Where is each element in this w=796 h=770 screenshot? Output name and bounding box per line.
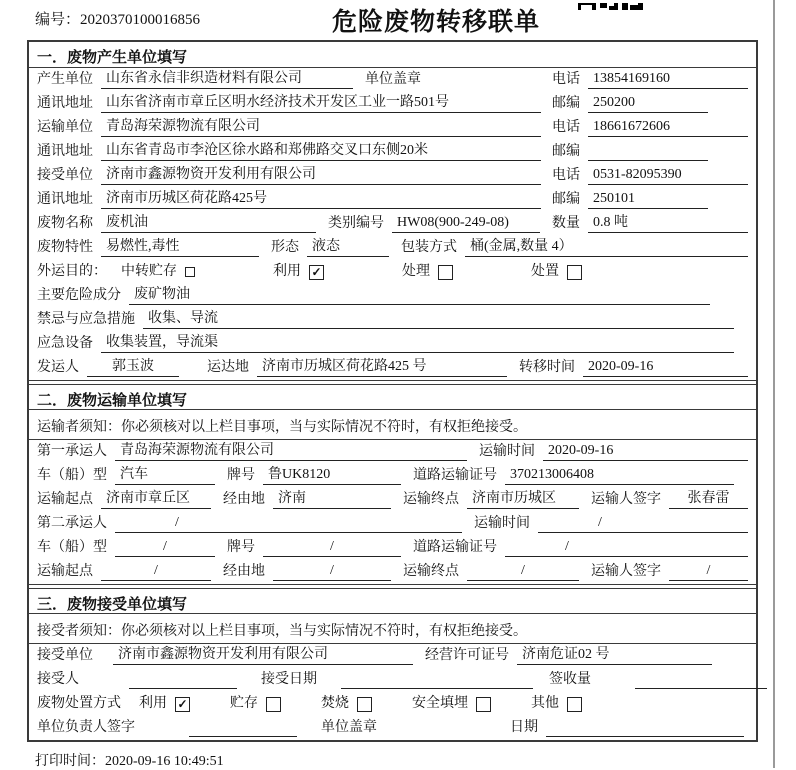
receiver-zip-label: 邮编 <box>552 192 580 207</box>
transporter-unit-row <box>29 116 756 140</box>
receive-date-value <box>341 670 533 689</box>
waste-category-value: HW08(900-249-08) <box>392 214 540 233</box>
checkbox-option <box>412 695 491 713</box>
producer-unit-label: 产生单位 <box>37 72 93 87</box>
checkbox-option <box>273 263 324 281</box>
checkbox-option <box>531 695 582 713</box>
responsible-sign-label: 单位负责人签字 <box>37 720 135 735</box>
waste-character-row <box>29 236 756 260</box>
receiver-person-row <box>29 668 756 692</box>
carrier1-value: 青岛海荣源物流有限公司 <box>115 442 467 461</box>
terminus2-label: 运输终点 <box>403 564 459 579</box>
serial-number-line <box>35 8 200 29</box>
section3-title: 三．废物接受单位填写 <box>29 588 756 614</box>
road-permit1-value: 370213006408 <box>505 466 734 485</box>
transporter-address-label: 通讯地址 <box>37 144 93 159</box>
print-time-line <box>35 750 224 770</box>
waste-form-label: 形态 <box>271 240 299 255</box>
disposal-method-row <box>29 692 756 716</box>
transporter-unit-label: 运输单位 <box>37 120 93 135</box>
transporter-phone-label: 电话 <box>552 120 580 135</box>
transporter-sign1-value: 张春雷 <box>669 490 748 509</box>
responsible-sign-value <box>189 718 297 737</box>
sign-date-value <box>546 718 744 737</box>
transfer-date-label: 转移时间 <box>519 360 575 375</box>
emergency-equipment-label: 应急设备 <box>37 336 93 351</box>
road-permit2-value: / <box>505 538 748 557</box>
vehicle2-row <box>29 536 756 560</box>
checkbox-unchecked[interactable] <box>357 697 372 712</box>
checkbox-option <box>121 263 195 281</box>
transporter-unit-value: 青岛海荣源物流有限公司 <box>101 118 541 137</box>
plate1-label: 牌号 <box>227 468 255 483</box>
transporter-sign2-value: / <box>669 562 748 581</box>
received-quantity-value <box>635 670 767 689</box>
checkbox-option <box>402 263 453 281</box>
checkbox-unchecked[interactable] <box>438 265 453 280</box>
checkbox-option-label: 处理 <box>402 264 430 279</box>
sign-date-label: 日期 <box>510 720 538 735</box>
transport-time1-label: 运输时间 <box>479 444 535 459</box>
vehicle1-type-value: 汽车 <box>115 466 215 485</box>
checkbox-option <box>321 695 372 713</box>
print-time-label: 打印时间： <box>35 754 105 769</box>
receiver-notice: 接受者须知：你必须核对以上栏目事项，当与实际情况不符时，有权拒绝接受。 <box>29 614 756 644</box>
carrier1-label: 第一承运人 <box>37 444 107 459</box>
transporter-address-value: 山东省青岛市李沧区徐水路和郑佛路交叉口东侧20米 <box>101 142 541 161</box>
producer-unit-value: 山东省永信非织造材料有限公司 <box>101 70 353 89</box>
transfer-date-value: 2020-09-16 <box>583 358 748 377</box>
transport-time1-value: 2020-09-16 <box>543 442 748 461</box>
waste-name-label: 废物名称 <box>37 216 93 231</box>
via1-label: 经由地 <box>223 492 265 507</box>
checkbox-option-label: 利用 <box>273 264 301 279</box>
transporter-zip-value <box>588 142 708 161</box>
destination-label: 运达地 <box>207 360 249 375</box>
receiver-address-value: 济南市历城区荷花路425号 <box>101 190 541 209</box>
carrier2-row <box>29 512 756 536</box>
checkbox-option-label: 利用 <box>139 696 167 711</box>
consignor-label: 发运人 <box>37 360 79 375</box>
hazard-component-row <box>29 284 756 308</box>
manifest-form <box>27 40 758 742</box>
receiver-address-row <box>29 188 756 212</box>
producer-unit-row <box>29 68 756 92</box>
via1-value: 济南 <box>273 490 391 509</box>
serial-number: 2020370100016856 <box>80 12 201 28</box>
checkbox-option-label: 贮存 <box>230 696 258 711</box>
transporter-notice: 运输者须知：你必须核对以上栏目事项，当与实际情况不符时，有权拒绝接受。 <box>29 410 756 440</box>
receiver-zip-value: 250101 <box>588 190 708 209</box>
signature-row <box>29 716 756 740</box>
destination-value: 济南市历城区荷花路425 号 <box>257 358 507 377</box>
terminus1-label: 运输终点 <box>403 492 459 507</box>
receiver-unit-row <box>29 164 756 188</box>
page-title: 危险废物转移联单 <box>332 9 541 36</box>
vehicle1-type-label: 车（船）型 <box>37 468 107 483</box>
origin2-label: 运输起点 <box>37 564 93 579</box>
checkbox-unchecked[interactable] <box>266 697 281 712</box>
producer-zip-label: 邮编 <box>552 96 580 111</box>
section1-title: 一．废物产生单位填写 <box>29 42 756 68</box>
hazard-component-label: 主要危险成分 <box>37 288 121 303</box>
carrier2-label: 第二承运人 <box>37 516 107 531</box>
origin1-value: 济南市章丘区 <box>101 490 211 509</box>
plate2-value: / <box>263 538 401 557</box>
disposal-method-options <box>139 695 622 713</box>
via2-label: 经由地 <box>223 564 265 579</box>
qr-code-fragment <box>578 0 648 10</box>
receiver-unit-label: 接受单位 <box>37 168 93 183</box>
road-permit2-label: 道路运输证号 <box>413 540 497 555</box>
disposal-method-label: 废物处置方式 <box>37 696 121 711</box>
producer-phone-value: 13854169160 <box>588 70 748 89</box>
received-quantity-label: 签收量 <box>549 672 591 687</box>
vehicle2-type-label: 车（船）型 <box>37 540 107 555</box>
receive-unit-row <box>29 644 756 668</box>
transport-time2-label: 运输时间 <box>474 516 530 531</box>
waste-name-value: 废机油 <box>101 214 316 233</box>
carrier2-value: / <box>115 514 462 533</box>
checkbox-unchecked[interactable] <box>476 697 491 712</box>
consignor-value: 郭玉波 <box>87 358 179 377</box>
checkbox-option-label: 安全填埋 <box>412 696 468 711</box>
receiver-address-label: 通讯地址 <box>37 192 93 207</box>
checkbox-option <box>531 263 582 281</box>
waste-quantity-value: 0.8 吨 <box>588 214 748 233</box>
carrier1-row <box>29 440 756 464</box>
transport-time2-value: / <box>538 514 748 533</box>
producer-address-label: 通讯地址 <box>37 96 93 111</box>
road-permit1-label: 道路运输证号 <box>413 468 497 483</box>
packing-method-label: 包装方式 <box>401 240 457 255</box>
checkbox-option-label: 中转贮存 <box>121 264 177 279</box>
transfer-purpose-options <box>121 263 660 281</box>
emergency-equipment-row <box>29 332 756 356</box>
origin1-label: 运输起点 <box>37 492 93 507</box>
license-label: 经营许可证号 <box>425 648 509 663</box>
unit-seal-label: 单位盖章 <box>365 72 421 87</box>
checkbox-checked[interactable]: ✓ <box>175 697 190 712</box>
plate1-value: 鲁UK8120 <box>263 466 401 485</box>
transporter-zip-label: 邮编 <box>552 144 580 159</box>
producer-address-value: 山东省济南市章丘区明水经济技术开发区工业一路501号 <box>101 94 541 113</box>
page-right-edge <box>773 0 775 768</box>
checkbox-option <box>139 695 190 713</box>
via2-value: / <box>273 562 391 581</box>
transfer-purpose-row <box>29 260 756 284</box>
waste-name-row <box>29 212 756 236</box>
emergency-equipment-value: 收集装置，导流渠 <box>101 334 734 353</box>
receive-date-label: 接受日期 <box>261 672 317 687</box>
waste-category-label: 类别编号 <box>328 216 384 231</box>
section2-title: 二．废物运输单位填写 <box>29 384 756 410</box>
checkbox-option-label: 其他 <box>531 696 559 711</box>
waste-form-value: 液态 <box>307 238 389 257</box>
checkbox-unchecked[interactable] <box>567 265 582 280</box>
plate2-label: 牌号 <box>227 540 255 555</box>
license-value: 济南危证02 号 <box>517 646 712 665</box>
checkbox-checked[interactable]: ✓ <box>309 265 324 280</box>
checkbox-unchecked[interactable] <box>567 697 582 712</box>
checkbox-option <box>230 695 281 713</box>
terminus1-value: 济南市历城区 <box>467 490 579 509</box>
transporter-sign1-label: 运输人签字 <box>591 492 661 507</box>
receiver-person-label: 接受人 <box>37 672 79 687</box>
packing-method-value: 桶(金属,数量 4） <box>465 238 748 257</box>
consignor-row <box>29 356 756 380</box>
transporter-sign2-label: 运输人签字 <box>591 564 661 579</box>
emergency-measures-label: 禁忌与应急措施 <box>37 312 135 327</box>
hazard-component-value: 废矿物油 <box>129 286 710 305</box>
receiver-person-value <box>129 670 237 689</box>
producer-zip-value: 250200 <box>588 94 708 113</box>
checkbox-option-label: 处置 <box>531 264 559 279</box>
terminus2-value: / <box>467 562 579 581</box>
producer-address-row <box>29 92 756 116</box>
route2-row <box>29 560 756 584</box>
transfer-purpose-label: 外运目的： <box>37 264 107 279</box>
route1-row <box>29 488 756 512</box>
receive-unit-value: 济南市鑫源物资开发利用有限公司 <box>113 646 413 665</box>
print-time-value: 2020-09-16 10:49:51 <box>105 754 224 769</box>
vehicle1-row <box>29 464 756 488</box>
serial-label: 编号： <box>35 12 81 28</box>
origin2-value: / <box>101 562 211 581</box>
unit-seal2-label: 单位盖章 <box>321 720 377 735</box>
waste-quantity-label: 数量 <box>552 216 580 231</box>
receiver-phone-label: 电话 <box>552 168 580 183</box>
receive-unit-label: 接受单位 <box>37 648 93 663</box>
waste-character-value: 易燃性,毒性 <box>101 238 259 257</box>
vehicle2-type-value: / <box>115 538 215 557</box>
checkbox-unchecked[interactable] <box>185 267 195 277</box>
emergency-measures-value: 收集、导流 <box>143 310 734 329</box>
transporter-phone-value: 18661672606 <box>588 118 748 137</box>
checkbox-option-label: 焚烧 <box>321 696 349 711</box>
receiver-phone-value: 0531-82095390 <box>588 166 748 185</box>
producer-phone-label: 电话 <box>552 72 580 87</box>
receiver-unit-value: 济南市鑫源物资开发利用有限公司 <box>101 166 541 185</box>
waste-character-label: 废物特性 <box>37 240 93 255</box>
transporter-address-row <box>29 140 756 164</box>
emergency-measures-row <box>29 308 756 332</box>
